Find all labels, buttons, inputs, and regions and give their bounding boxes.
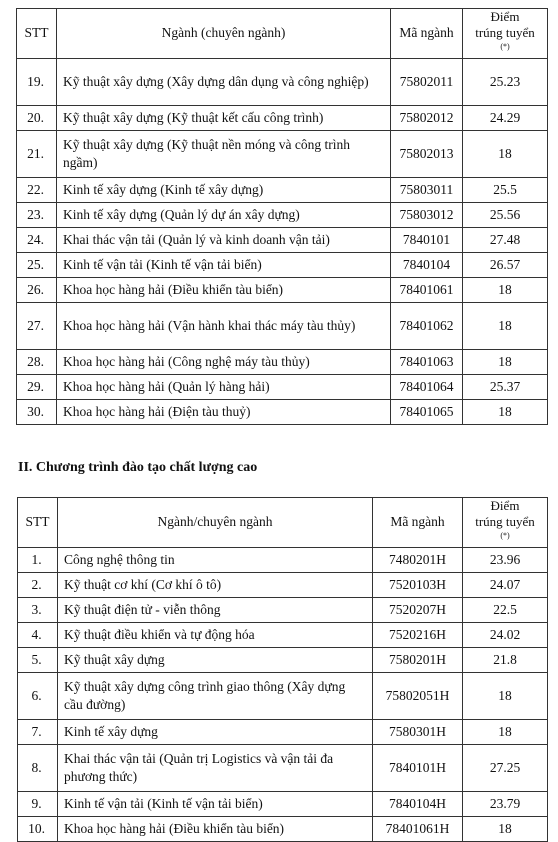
row-stt: 4. xyxy=(18,623,58,648)
row-score: 18 xyxy=(463,131,548,178)
row-score: 27.48 xyxy=(463,228,548,253)
table-row xyxy=(18,745,548,792)
row-score: 18 xyxy=(463,720,548,745)
table-row xyxy=(18,792,548,817)
row-score: 24.02 xyxy=(463,623,548,648)
row-code: 78401065 xyxy=(391,400,463,425)
table-row xyxy=(17,203,548,228)
row-code: 75802011 xyxy=(391,59,463,106)
table-row xyxy=(17,400,548,425)
table-row xyxy=(18,673,548,720)
row-major: Khoa học hàng hải (Điện tàu thuỷ) xyxy=(57,400,391,425)
row-score: 24.29 xyxy=(463,106,548,131)
table-row xyxy=(18,573,548,598)
table-header-row xyxy=(18,498,548,548)
table-row xyxy=(17,228,548,253)
table-row xyxy=(17,178,548,203)
row-major: Khoa học hàng hải (Điều khiển tàu biển) xyxy=(57,278,391,303)
row-stt: 1. xyxy=(18,548,58,573)
table-row xyxy=(18,548,548,573)
table-row xyxy=(18,817,548,842)
row-code: 7840104 xyxy=(391,253,463,278)
row-major: Khoa học hàng hải (Quản lý hàng hải) xyxy=(57,375,391,400)
table-row xyxy=(17,303,548,350)
row-stt: 30. xyxy=(17,400,57,425)
row-code: 7580201H xyxy=(373,648,463,673)
row-score: 24.07 xyxy=(463,573,548,598)
table-row xyxy=(18,623,548,648)
header-code: Mã ngành xyxy=(391,9,463,59)
row-stt: 21. xyxy=(17,131,57,178)
row-score: 18 xyxy=(463,350,548,375)
row-code: 75803012 xyxy=(391,203,463,228)
row-code: 78401062 xyxy=(391,303,463,350)
row-code: 7520207H xyxy=(373,598,463,623)
row-code: 75803011 xyxy=(391,178,463,203)
header-major: Ngành (chuyên ngành) xyxy=(57,9,391,59)
row-code: 78401063 xyxy=(391,350,463,375)
row-stt: 2. xyxy=(18,573,58,598)
row-stt: 3. xyxy=(18,598,58,623)
row-major: Kinh tế vận tải (Kinh tế vận tải biển) xyxy=(57,253,391,278)
row-code: 7520103H xyxy=(373,573,463,598)
table-row xyxy=(18,648,548,673)
row-score: 18 xyxy=(463,400,548,425)
row-stt: 26. xyxy=(17,278,57,303)
row-major: Kỹ thuật xây dựng (Kỹ thuật kết cấu công trình) xyxy=(57,106,391,131)
row-major: Công nghệ thông tin xyxy=(58,548,373,573)
table-row xyxy=(17,59,548,106)
header-major: Ngành/chuyên ngành xyxy=(58,498,373,548)
table-row xyxy=(18,598,548,623)
row-score: 18 xyxy=(463,817,548,842)
row-score: 18 xyxy=(463,278,548,303)
row-stt: 28. xyxy=(17,350,57,375)
row-stt: 6. xyxy=(18,673,58,720)
row-major: Kỹ thuật xây dựng công trình giao thông (Xây dựng cầu đường) xyxy=(58,673,373,720)
row-major: Khai thác vận tải (Quản lý và kinh doanh vận tải) xyxy=(57,228,391,253)
header-score: Điểm trúng tuyển (*) xyxy=(463,498,548,548)
row-code: 7840101 xyxy=(391,228,463,253)
row-major: Kỹ thuật cơ khí (Cơ khí ô tô) xyxy=(58,573,373,598)
row-major: Kinh tế xây dựng (Quản lý dự án xây dựng) xyxy=(57,203,391,228)
row-stt: 22. xyxy=(17,178,57,203)
row-major: Kinh tế xây dựng (Kinh tế xây dựng) xyxy=(57,178,391,203)
row-score: 25.37 xyxy=(463,375,548,400)
row-score: 22.5 xyxy=(463,598,548,623)
row-code: 75802051H xyxy=(373,673,463,720)
row-score: 23.96 xyxy=(463,548,548,573)
table-row xyxy=(17,253,548,278)
row-major: Kinh tế xây dựng xyxy=(58,720,373,745)
row-stt: 24. xyxy=(17,228,57,253)
header-score: Điểm trúng tuyển (*) xyxy=(463,9,548,59)
table-row xyxy=(17,350,548,375)
row-stt: 23. xyxy=(17,203,57,228)
row-stt: 27. xyxy=(17,303,57,350)
header-stt: STT xyxy=(17,9,57,59)
row-code: 75802013 xyxy=(391,131,463,178)
row-stt: 8. xyxy=(18,745,58,792)
table-row xyxy=(17,278,548,303)
row-score: 18 xyxy=(463,303,548,350)
row-stt: 7. xyxy=(18,720,58,745)
table-row xyxy=(18,720,548,745)
row-stt: 29. xyxy=(17,375,57,400)
row-score: 25.5 xyxy=(463,178,548,203)
row-major: Khoa học hàng hải (Vận hành khai thác máy tàu thủy) xyxy=(57,303,391,350)
row-code: 7520216H xyxy=(373,623,463,648)
header-code: Mã ngành xyxy=(373,498,463,548)
row-score: 25.56 xyxy=(463,203,548,228)
row-major: Kinh tế vận tải (Kinh tế vận tải biển) xyxy=(58,792,373,817)
row-score: 25.23 xyxy=(463,59,548,106)
header-stt: STT xyxy=(18,498,58,548)
row-stt: 20. xyxy=(17,106,57,131)
row-major: Khoa học hàng hải (Công nghệ máy tàu thủy) xyxy=(57,350,391,375)
row-major: Kỹ thuật điều khiển và tự động hóa xyxy=(58,623,373,648)
row-major: Kỹ thuật điện tử - viễn thông xyxy=(58,598,373,623)
row-code: 78401061H xyxy=(373,817,463,842)
row-major: Khai thác vận tải (Quản trị Logistics và vận tải đa phương thức) xyxy=(58,745,373,792)
row-major: Kỹ thuật xây dựng xyxy=(58,648,373,673)
row-code: 78401061 xyxy=(391,278,463,303)
row-code: 75802012 xyxy=(391,106,463,131)
table-header-row xyxy=(17,9,548,59)
row-code: 7840101H xyxy=(373,745,463,792)
row-score: 26.57 xyxy=(463,253,548,278)
admission-table-high-quality xyxy=(17,497,548,842)
row-stt: 9. xyxy=(18,792,58,817)
row-code: 78401064 xyxy=(391,375,463,400)
row-score: 21.8 xyxy=(463,648,548,673)
section-title: II. Chương trình đào tạo chất lượng cao xyxy=(18,460,258,475)
admission-table-standard xyxy=(16,8,548,425)
row-code: 7580301H xyxy=(373,720,463,745)
row-major: Kỹ thuật xây dựng (Xây dựng dân dụng và công nghiệp) xyxy=(57,59,391,106)
row-major: Kỹ thuật xây dựng (Kỹ thuật nền móng và công trình ngầm) xyxy=(57,131,391,178)
row-score: 23.79 xyxy=(463,792,548,817)
row-major: Khoa học hàng hải (Điều khiển tàu biển) xyxy=(58,817,373,842)
row-stt: 25. xyxy=(17,253,57,278)
row-stt: 19. xyxy=(17,59,57,106)
row-code: 7480201H xyxy=(373,548,463,573)
table-row xyxy=(17,131,548,178)
row-score: 27.25 xyxy=(463,745,548,792)
table-row xyxy=(17,375,548,400)
row-stt: 10. xyxy=(18,817,58,842)
row-stt: 5. xyxy=(18,648,58,673)
table-row xyxy=(17,106,548,131)
row-score: 18 xyxy=(463,673,548,720)
row-code: 7840104H xyxy=(373,792,463,817)
